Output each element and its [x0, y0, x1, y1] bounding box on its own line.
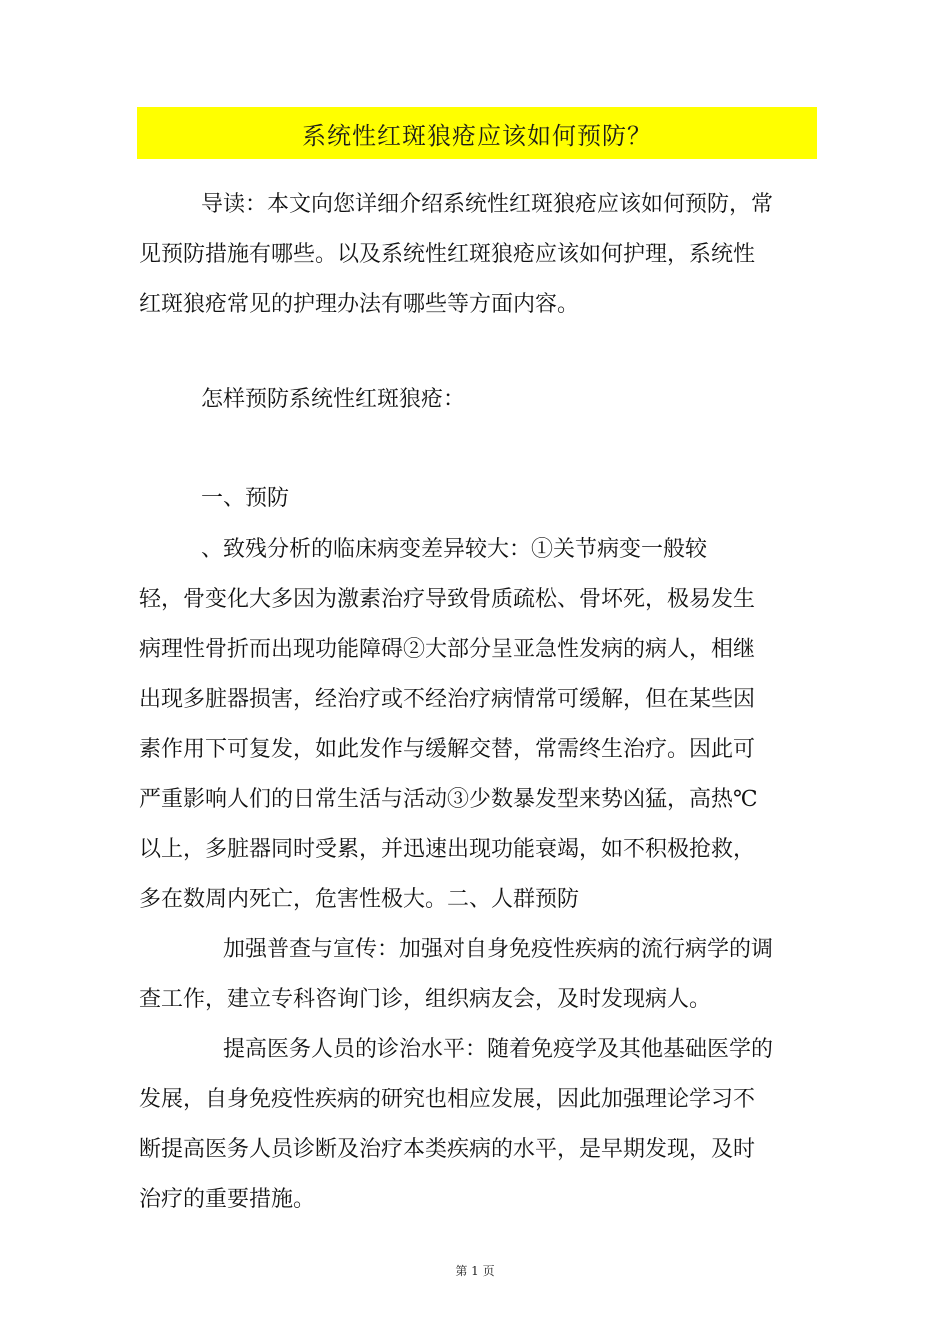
section-one-line-4: 出现多脏器损害，经治疗或不经治疗病情常可缓解，但在某些因	[139, 687, 756, 712]
section-one-line-2: 轻，骨变化大多因为激素治疗导致骨质疏松、骨坏死，极易发生	[139, 587, 756, 612]
training-line-4: 治疗的重要措施。	[139, 1187, 316, 1212]
intro-line-1: 导读：本文向您详细介绍系统性红斑狼疮应该如何预防，常	[201, 192, 774, 217]
section-one-paragraph	[139, 525, 758, 925]
section-one-line-1: 、致残分析的临床病变差异较大：①关节病变一般较	[201, 537, 708, 562]
training-line-2: 发展，自身免疫性疾病的研究也相应发展，因此加强理论学习不	[139, 1087, 756, 1112]
section-one-line-8: 多在数周内死亡，危害性极大。二、人群预防	[139, 887, 580, 912]
page-number-footer: 第 1 页	[455, 1264, 495, 1278]
title-highlight-bar	[137, 107, 817, 159]
training-line-1: 提高医务人员的诊治水平：随着免疫学及其他基础医学的	[223, 1037, 774, 1062]
section-one-line-6: 严重影响人们的日常生活与活动③少数暴发型来势凶猛，高热℃	[139, 787, 758, 812]
intro-paragraph	[139, 180, 773, 330]
section-one-heading: 一、预防	[201, 486, 290, 511]
document-title: 系统性红斑狼疮应该如何预防？	[302, 121, 652, 150]
question-heading: 怎样预防系统性红斑狼疮：	[201, 387, 466, 412]
intro-line-3: 红斑狼疮常见的护理办法有哪些等方面内容。	[139, 292, 580, 317]
training-paragraph	[139, 1025, 773, 1225]
section-one-line-5: 素作用下可复发，如此发作与缓解交替，常需终生治疗。因此可	[139, 737, 756, 762]
training-line-3: 断提高医务人员诊断及治疗本类疾病的水平，是早期发现，及时	[139, 1137, 756, 1162]
section-one-line-7: 以上，多脏器同时受累，并迅速出现功能衰竭，如不积极抢救，	[139, 837, 756, 862]
screening-line-2: 查工作，建立专科咨询门诊，组织病友会，及时发现病人。	[139, 987, 712, 1012]
intro-line-2: 见预防措施有哪些。以及系统性红斑狼疮应该如何护理，系统性	[139, 242, 756, 267]
screening-line-1: 加强普查与宣传：加强对自身免疫性疾病的流行病学的调	[223, 937, 774, 962]
section-one-line-3: 病理性骨折而出现功能障碍②大部分呈亚急性发病的病人，相继	[139, 637, 756, 662]
screening-paragraph	[139, 925, 773, 1025]
